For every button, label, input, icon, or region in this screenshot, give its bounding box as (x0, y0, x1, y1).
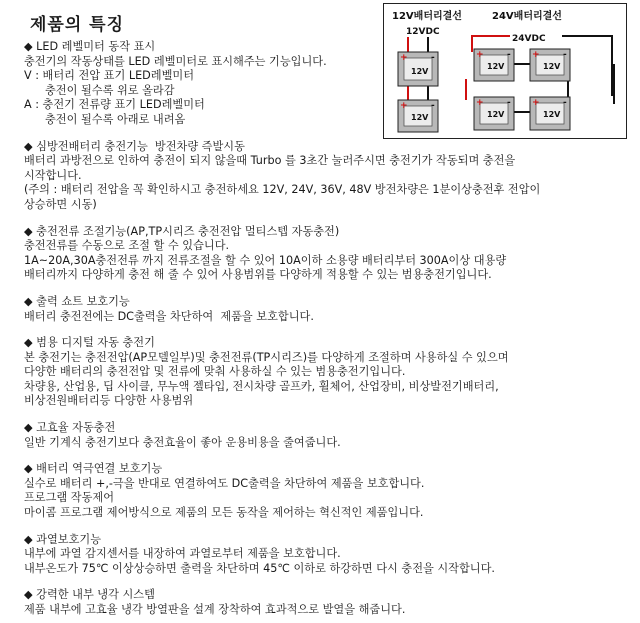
feature-text-line: 배터리 충전전에는 DC출력을 차단하여 제품을 보호합니다. (24, 309, 314, 323)
feature-heading: ◆ 배터리 역극연결 보호기능 (24, 462, 163, 476)
feature-text-line: 상승하면 시동) (24, 197, 97, 211)
feature-heading: ◆ LED 레벨미터 동작 표시 (24, 40, 156, 53)
feature-section (24, 225, 624, 283)
feature-heading: ◆ 과열보호기능 (24, 532, 102, 546)
feature-section (24, 40, 624, 128)
feature-text-line: 실수로 배터리 +,-극을 반대로 연결하여도 DC출력을 차단하여 제품을 보호합니다. (24, 476, 425, 490)
battery-24v-d-plus: + (532, 98, 540, 108)
feature-text-line: 마이콤 프로그램 제어방식으로 제품의 모든 동작을 제어하는 혁신적인 제품입니다. (24, 506, 424, 520)
feature-heading: ◆ 고효율 자동충전 (24, 421, 116, 435)
label-12vdc: 12VDC (406, 27, 440, 37)
feature-text-line: 배터리 과방전으로 인하여 충전이 되지 않을때 Turbo 를 3초간 눌러주시면 충전기가 작동되며 충전을 (24, 154, 516, 168)
feature-text-line: 제품 내부에 고효율 냉각 방열판을 설계 장착하여 효과적으로 발열을 해줍니다. (24, 603, 406, 616)
battery-24v-b-minus: - (563, 50, 567, 60)
battery-24v-d-minus: - (563, 98, 567, 108)
feature-heading: ◆ 출력 쇼트 보호기능 (24, 294, 130, 308)
feature-text-line: 프로그램 작동제어 (24, 491, 115, 505)
feature-text-line: 충전이 될수록 위로 올라감 (45, 83, 175, 97)
feature-heading: ◆ 강력한 내부 냉각 시스템 (24, 588, 155, 602)
feature-list (24, 40, 624, 618)
label-24vdc: 24VDC (512, 34, 546, 44)
battery-24v-c-label: 12V (487, 110, 505, 119)
feature-text-line: V : 배터리 전압 표기 LED레벨미터 (24, 69, 194, 83)
battery-24v-d-label: 12V (543, 110, 561, 119)
feature-section (24, 140, 624, 213)
feature-text-line: 비상전원배터리등 다양한 사용범위 (24, 394, 194, 408)
feature-section (24, 295, 624, 324)
battery-12v-a-label: 12V (411, 67, 429, 76)
label-24v-wiring: 24V배터리결선 (492, 11, 562, 22)
feature-text-line: 차량용, 산업용, 딥 사이클, 무누액 젤타입, 전시차량 골프카, 휠체어, 산업장비, 비상발전기배터리, (24, 379, 499, 393)
feature-heading: ◆ 범용 디지털 자동 충전기 (24, 336, 155, 350)
feature-text-line: 1A~20A,30A충전전류 까지 전류조절을 할 수 있어 10A이하 소용량 배터리부터 300A이상 대용량 (24, 253, 507, 267)
feature-section (24, 462, 624, 520)
page-title: 제품의 특징 (30, 15, 125, 35)
feature-text-line: 충전이 될수록 아래로 내려옴 (45, 112, 186, 126)
feature-text-line: (주의 : 배터리 전압을 꼭 확인하시고 충전하세요 12V, 24V, 36V, 48V 방전차량은 1분이상충전후 전압이 (24, 183, 541, 197)
battery-24v-a-label: 12V (487, 62, 505, 71)
feature-text-line: 충전기의 작동상태를 LED 레벨미터로 표시해주는 기능입니다. (24, 54, 327, 68)
battery-24v-a-plus: + (476, 50, 484, 60)
battery-24v-a-minus: - (507, 50, 511, 60)
label-12v-wiring: 12V배터리결선 (392, 11, 462, 22)
battery-12v-a-plus: + (400, 53, 408, 63)
battery-24v-b-plus: + (532, 50, 540, 60)
feature-section (24, 533, 624, 577)
battery-12v-a-minus: - (431, 53, 435, 63)
feature-heading: ◆ 심방전배터리 충전기능 방전차량 즉발시동 (24, 139, 245, 153)
feature-text-line: 다양한 배터리의 충전전압 및 전류에 맞춰 사용하실 수 있는 범용충전기입니다. (24, 365, 406, 379)
battery-12v-b-plus: + (400, 101, 408, 111)
feature-text-line: 시작합니다. (24, 168, 82, 182)
feature-heading: ◆ 충전전류 조절기능(AP,TP시리즈 충전전압 멀티스텝 자동충전) (24, 224, 340, 238)
feature-text-line: 일반 기계식 충전기보다 충전효율이 좋아 운용비용을 줄여줍니다. (24, 435, 341, 449)
feature-section (24, 336, 624, 409)
feature-text-line: 충전전류를 수동으로 조절 할 수 있습니다. (24, 239, 230, 253)
feature-text-line: 본 충전기는 충전전압(AP모델일부)및 충전전류(TP시리즈)를 다양하게 조절하며 사용하실 수 있으며 (24, 350, 509, 364)
battery-24v-c-plus: + (476, 98, 484, 108)
battery-24v-b-label: 12V (543, 62, 561, 71)
battery-12v-b-minus: - (431, 101, 435, 111)
feature-section (24, 421, 624, 450)
feature-text-line: 내부온도가 75℃ 이상상승하면 출력을 차단하며 45℃ 이하로 하강하면 다시 충전을 시작합니다. (24, 561, 495, 575)
feature-text-line: A : 충전기 전류량 표기 LED레벨미터 (24, 98, 205, 112)
feature-text-line: 배터리까지 다양하게 충전 해 줄 수 있어 사용범위를 다양하게 적용할 수 있는 범용충전기입니다. (24, 268, 492, 282)
battery-24v-c-minus: - (507, 98, 511, 108)
feature-section (24, 588, 624, 617)
feature-text-line: 내부에 과열 감지센서를 내장하여 과열로부터 제품을 보호합니다. (24, 547, 341, 561)
battery-12v-b-label: 12V (411, 113, 429, 122)
